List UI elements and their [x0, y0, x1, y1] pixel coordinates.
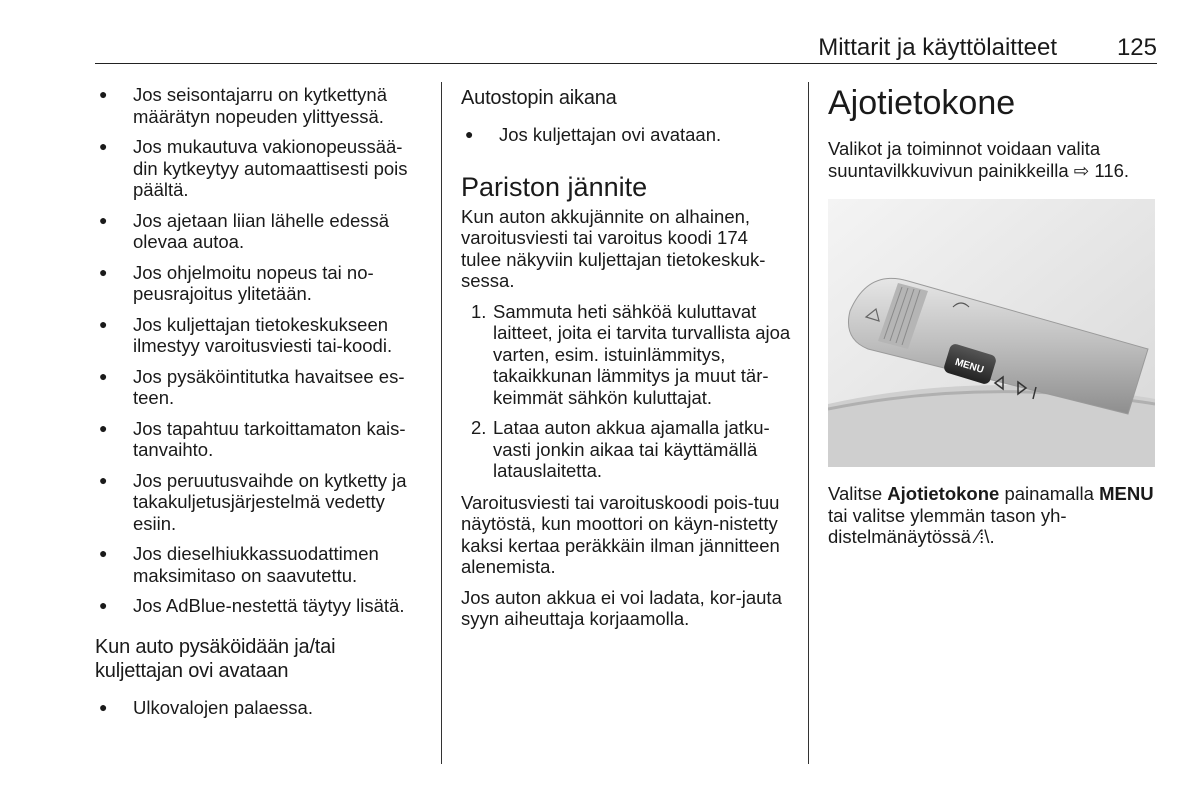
list-item: ● Jos kuljettajan tietokeskukseen ilmestyy varoitusviesti tai-koodi. [95, 314, 425, 357]
step-text: Sammuta heti sähköä kuluttavat laitteet, joita ei tarvita turvallista ajoa varten, esim. istuinlämmitys, takaikkunan lämmitys ja muut tär-keimmät sähkön kuluttajat. [493, 300, 791, 408]
list-item: ● Jos seisontajarru on kytkettynä määrätyn nopeuden ylittyessä. [95, 84, 425, 127]
paragraph: Varoitusviesti tai varoituskoodi pois-tuu näytöstä, kun moottori on käyn-nistetty kaksi kertaa peräkkäin ilman jännitteen alenemista. [461, 491, 780, 577]
paragraph [828, 483, 1158, 548]
column-divider [808, 82, 809, 764]
bullet-list [95, 84, 425, 617]
step-number: 1. [471, 300, 487, 322]
list-item: ● Jos ohjelmoitu nopeus tai no-peusrajoitus ylitetään. [95, 262, 425, 305]
menu-button-label: MENU [953, 356, 985, 376]
list-item: ● Jos kuljettajan ovi avataan. [461, 124, 791, 146]
list-item: ● Jos peruutusvaihde on kytketty ja takakuljetusjärjestelmä vedetty esiin. [95, 470, 425, 535]
text-run: tai valitse ylemmän tason yh-distelmänäytössä ⁄⁞\. [828, 504, 1067, 547]
page-number: 125 [1116, 34, 1157, 61]
page-header [95, 30, 1157, 64]
list-item [461, 417, 791, 482]
stalk-illustration [828, 199, 1155, 467]
column-right [828, 84, 1158, 557]
list-item: ● Jos dieselhiukkassuodattimen maksimitaso on saavutettu. [95, 543, 425, 586]
numbered-list [461, 301, 791, 482]
text-run: Valitse [828, 483, 888, 504]
header-title: Mittarit ja käyttölaitteet [818, 34, 1057, 61]
step-text: Lataa auton akkua ajamalla jatku-vasti jonkin aikaa tai käyttämällä latauslaitetta. [493, 417, 770, 481]
column-divider [441, 82, 442, 764]
list-item [461, 301, 791, 409]
menu-name: Ajotietokone [887, 483, 1000, 504]
section-heading: Ajotietokone [828, 84, 1016, 122]
text-run: painamalla [999, 483, 1100, 504]
list-item: ● Jos pysäköintitutka havaitsee es-teen. [95, 366, 425, 409]
column-middle [461, 86, 791, 639]
list-item: ● Jos AdBlue-nestettä täytyy lisätä. [95, 595, 425, 617]
section-heading: Pariston jännite [461, 171, 648, 202]
paragraph: Jos auton akkua ei voi ladata, kor-jauta syyn aiheuttaja korjaamolla. [461, 586, 782, 629]
bullet-list [461, 124, 791, 146]
turn-signal-stalk-image [828, 199, 1155, 467]
list-item: ● Jos tapahtuu tarkoittamaton kais-tanvaihto. [95, 418, 425, 461]
column-left [95, 84, 425, 727]
list-item: ● Jos ajetaan liian lähelle edessä olevaa autoa. [95, 210, 425, 253]
section-subheading: Kun auto pysäköidään ja/tai kuljettajan ovi avataan [95, 635, 336, 682]
list-item: ● Jos mukautuva vakionopeussää-din kytkeytyy automaattisesti pois päältä. [95, 136, 425, 201]
list-item: ● Ulkovalojen palaessa. [95, 697, 425, 719]
section-subheading: Autostopin aikana [461, 87, 617, 109]
bullet-list [95, 697, 425, 719]
paragraph: Kun auton akkujännite on alhainen, varoitusviesti tai varoitus koodi 174 tulee näkyviin kuljettajan tietokeskuk-sessa. [461, 205, 766, 291]
step-number: 2. [471, 417, 487, 438]
button-name: MENU [1099, 483, 1154, 504]
paragraph: Valikot ja toiminnot voidaan valita suuntavilkkuvivun painikkeilla ⇨ 116. [828, 138, 1130, 181]
